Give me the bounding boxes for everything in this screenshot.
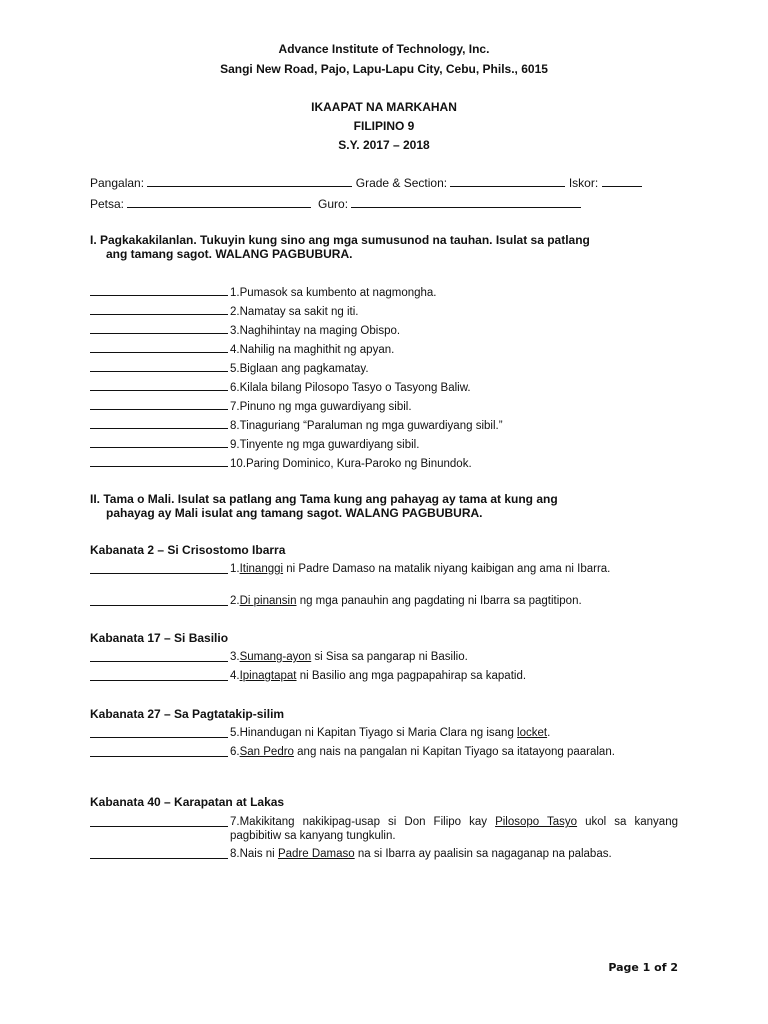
kabanata-2-heading: Kabanata 2 – Si Crisostomo Ibarra xyxy=(90,543,286,557)
answer-blank[interactable] xyxy=(90,726,228,738)
school-name: Advance Institute of Technology, Inc. xyxy=(278,42,490,56)
answer-blank[interactable] xyxy=(90,455,228,467)
grade-blank[interactable] xyxy=(450,175,565,187)
score-label: Iskor: xyxy=(568,176,599,190)
part1-item-10: 10.Paring Dominico, Kura-Paroko ng Binundok. xyxy=(90,455,678,471)
answer-blank[interactable] xyxy=(90,303,228,315)
part1-item-7: 7.Pinuno ng mga guwardiyang sibil. xyxy=(90,398,678,414)
kabanata-17-heading: Kabanata 17 – Si Basilio xyxy=(90,631,229,645)
name-blank[interactable] xyxy=(147,175,352,187)
answer-blank[interactable] xyxy=(90,417,228,429)
part2-item-5: 5.Hinandugan ni Kapitan Tiyago si Maria Clara ng isang locket. xyxy=(90,726,678,742)
part2-item-7: 7.Makikitang nakikipag-usap si Don Filipo kay Pilosopo Tasyo ukol sa kanyang pagbibitiw sa kanyang tungkulin. xyxy=(90,815,678,843)
score-blank[interactable] xyxy=(602,175,642,187)
teacher-label: Guro: xyxy=(318,197,349,211)
part2-item-6: 6.San Pedro ang nais na pangalan ni Kapitan Tiyago sa itatayong paaralan. xyxy=(90,745,678,773)
answer-blank[interactable] xyxy=(90,847,228,859)
grade-label: Grade & Section: xyxy=(355,176,448,190)
answer-blank[interactable] xyxy=(90,562,228,574)
part1-item-9: 9.Tinyente ng mga guwardiyang sibil. xyxy=(90,436,678,452)
answer-blank[interactable] xyxy=(90,650,228,662)
kabanata-27-heading: Kabanata 27 – Sa Pagtatakip-silim xyxy=(90,707,285,721)
school-address: Sangi New Road, Pajo, Lapu-Lapu City, Cebu, Phils., 6015 xyxy=(220,62,548,76)
answer-blank[interactable] xyxy=(90,398,228,410)
part2-item-1: 1.Itinanggi ni Padre Damaso na matalik niyang kaibigan ang ama ni Ibarra. xyxy=(90,562,678,590)
kabanata-40-heading: Kabanata 40 – Karapatan at Lakas xyxy=(90,795,285,809)
answer-blank[interactable] xyxy=(90,745,228,757)
part1-item-1: 1.Pumasok sa kumbento at nagmongha. xyxy=(90,284,678,300)
answer-blank[interactable] xyxy=(90,341,228,353)
part2-title: II. Tama o Mali. Isulat sa patlang ang Tama kung ang pahayag ay tama at kung ang pahayag ay Mali isulat ang tamang sagot. WALANG PAGBUBURA. xyxy=(90,492,558,520)
answer-blank[interactable] xyxy=(90,815,228,827)
answer-blank[interactable] xyxy=(90,379,228,391)
fields-row-2 xyxy=(90,196,581,211)
subject-title: FILIPINO 9 xyxy=(353,119,415,133)
teacher-blank[interactable] xyxy=(351,196,581,208)
date-label: Petsa: xyxy=(90,197,125,211)
answer-blank[interactable] xyxy=(90,360,228,372)
date-blank[interactable] xyxy=(127,196,311,208)
answer-blank[interactable] xyxy=(90,594,228,606)
fields-row-1 xyxy=(90,175,642,190)
part1-item-6: 6.Kilala bilang Pilosopo Tasyo o Tasyong Baliw. xyxy=(90,379,678,395)
part2-item-4: 4.Ipinagtapat ni Basilio ang mga pagpapahirap sa kapatid. xyxy=(90,669,678,685)
part2-item-3: 3.Sumang-ayon si Sisa sa pangarap ni Basilio. xyxy=(90,650,678,666)
name-label: Pangalan: xyxy=(90,176,145,190)
part1-item-2: 2.Namatay sa sakit ng iti. xyxy=(90,303,678,319)
answer-blank[interactable] xyxy=(90,284,228,296)
answer-blank[interactable] xyxy=(90,322,228,334)
answer-blank[interactable] xyxy=(90,436,228,448)
quarter-title: IKAAPAT NA MARKAHAN xyxy=(311,100,457,114)
part1-item-3: 3.Naghihintay na maging Obispo. xyxy=(90,322,678,338)
part1-item-4: 4.Nahilig na maghithit ng apyan. xyxy=(90,341,678,357)
page-number: Page 1 of 2 xyxy=(608,961,678,974)
part2-item-8: 8.Nais ni Padre Damaso na si Ibarra ay paalisin sa nagaganap na palabas. xyxy=(90,847,678,875)
part1-item-8: 8.Tinaguriang “Paraluman ng mga guwardiyang sibil.” xyxy=(90,417,678,433)
school-year: S.Y. 2017 – 2018 xyxy=(338,138,430,152)
part2-item-2: 2.Di pinansin ng mga panauhin ang pagdating ni Ibarra sa pagtitipon. xyxy=(90,594,678,610)
part1-title: I. Pagkakakilanlan. Tukuyin kung sino ang mga sumusunod na tauhan. Isulat sa patlang ang tamang sagot. WALANG PAGBUBURA. xyxy=(90,233,590,261)
answer-blank[interactable] xyxy=(90,669,228,681)
part1-item-5: 5.Biglaan ang pagkamatay. xyxy=(90,360,678,376)
